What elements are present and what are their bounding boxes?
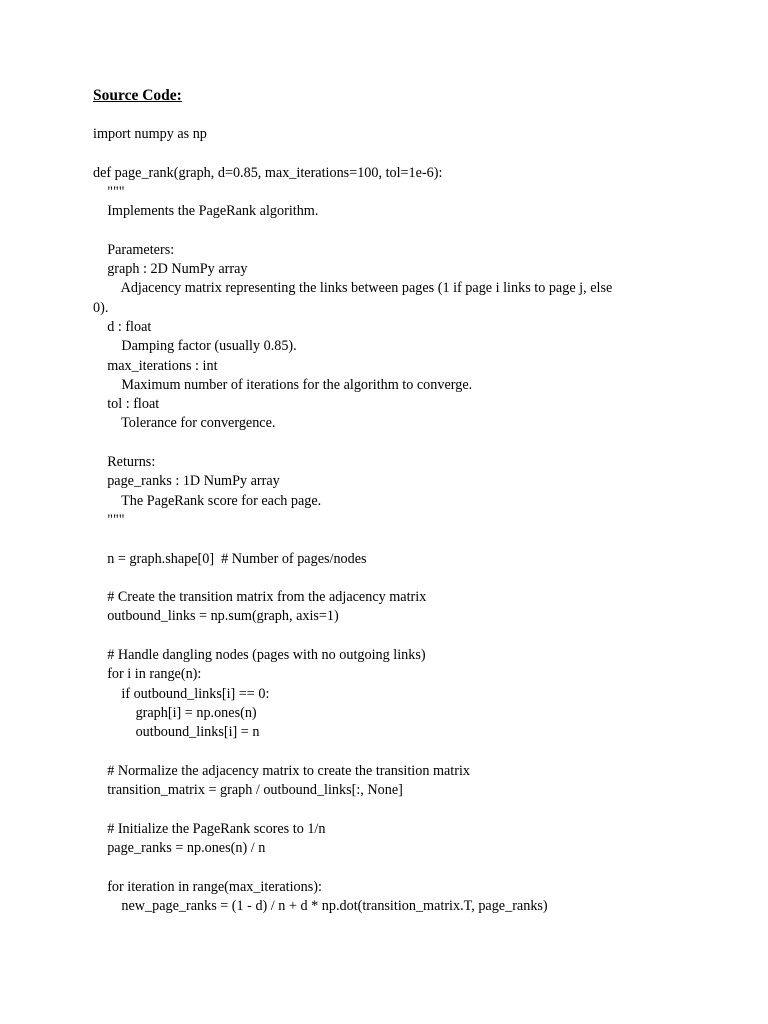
code-line: The PageRank score for each page. bbox=[93, 492, 322, 509]
code-line: Parameters: bbox=[93, 241, 175, 258]
code-line: outbound_links[i] = n bbox=[93, 724, 260, 741]
code-line: for iteration in range(max_iterations): bbox=[93, 878, 322, 895]
code-line bbox=[93, 800, 673, 819]
section-heading: Source Code: bbox=[93, 87, 182, 104]
code-line: import numpy as np bbox=[93, 126, 207, 142]
code-line: Tolerance for convergence. bbox=[93, 415, 276, 432]
code-line bbox=[93, 858, 673, 877]
code-line: Maximum number of iterations for the algorithm to converge. bbox=[93, 376, 473, 393]
code-line bbox=[93, 221, 673, 240]
code-line bbox=[93, 144, 673, 163]
code-line: Adjacency matrix representing the links between pages (1 if page i links to page j, else bbox=[93, 280, 613, 297]
code-line: graph[i] = np.ones(n) bbox=[93, 704, 257, 721]
code-line: page_ranks : 1D NumPy array bbox=[93, 473, 280, 490]
code-line: # Create the transition matrix from the adjacency matrix bbox=[93, 589, 427, 606]
code-line: for i in range(n): bbox=[93, 666, 202, 683]
code-line: new_page_ranks = (1 - d) / n + d * np.dot(transition_matrix.T, page_ranks) bbox=[93, 897, 548, 914]
code-line: max_iterations : int bbox=[93, 357, 218, 374]
code-line: # Normalize the adjacency matrix to create the transition matrix bbox=[93, 762, 471, 779]
code-line: d : float bbox=[93, 318, 152, 335]
code-line: # Handle dangling nodes (pages with no outgoing links) bbox=[93, 647, 426, 664]
code-line: def page_rank(graph, d=0.85, max_iterations=100, tol=1e-6): bbox=[93, 164, 443, 181]
code-line: tol : float bbox=[93, 396, 160, 413]
code-line bbox=[93, 569, 673, 588]
code-line: # Initialize the PageRank scores to 1/n bbox=[93, 820, 326, 837]
code-line: graph : 2D NumPy array bbox=[93, 261, 248, 278]
code-line: """ bbox=[93, 511, 125, 528]
code-line bbox=[93, 434, 673, 453]
code-line: n = graph.shape[0] # Number of pages/nodes bbox=[93, 550, 367, 567]
code-line bbox=[93, 627, 673, 646]
code-line: Implements the PageRank algorithm. bbox=[93, 203, 319, 220]
code-line: outbound_links = np.sum(graph, axis=1) bbox=[93, 608, 339, 625]
code-line bbox=[93, 743, 673, 762]
code-line: Returns: bbox=[93, 454, 156, 471]
code-line: Damping factor (usually 0.85). bbox=[93, 338, 297, 355]
code-line: """ bbox=[93, 183, 125, 200]
code-line: transition_matrix = graph / outbound_links[:, None] bbox=[93, 782, 403, 799]
code-line: page_ranks = np.ones(n) / n bbox=[93, 839, 266, 856]
code-line bbox=[93, 530, 673, 549]
source-code-block bbox=[93, 125, 673, 916]
code-line: if outbound_links[i] == 0: bbox=[93, 685, 270, 702]
code-line: 0). bbox=[93, 299, 109, 316]
